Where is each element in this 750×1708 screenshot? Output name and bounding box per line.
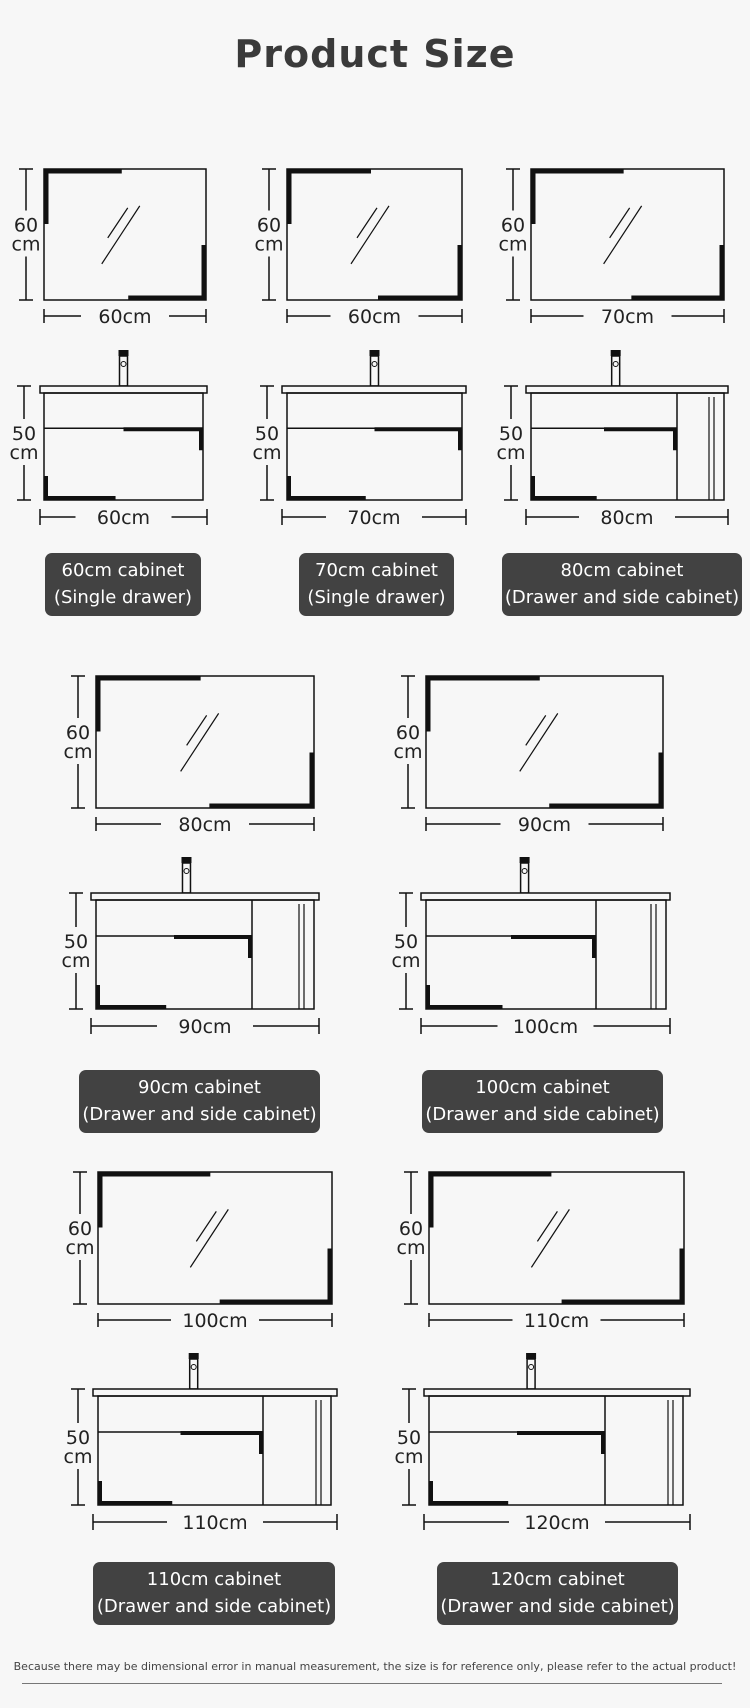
cabinet-width-value: 80cm xyxy=(600,507,654,529)
cabinet-width-value: 70cm xyxy=(347,507,401,529)
mirror-width-value: 70cm xyxy=(600,306,655,328)
drawer-handle xyxy=(375,429,461,450)
product-label-size: 120cm cabinet xyxy=(490,1569,625,1590)
cabinet-height-unit: cm xyxy=(9,442,39,464)
product-label-size: 60cm cabinet xyxy=(61,560,185,581)
mirror-height-unit: cm xyxy=(498,233,528,256)
cabinet-body xyxy=(429,1396,683,1505)
mirror-corner-top-left xyxy=(533,171,624,224)
product-label-size: 110cm cabinet xyxy=(146,1569,282,1590)
mirror-frame xyxy=(96,676,314,808)
mirror-height-value: 60 xyxy=(67,1218,93,1240)
drawer-handle xyxy=(517,1433,603,1454)
mirror xyxy=(253,169,462,328)
product-label-type: (Drawer and side cabinet) xyxy=(504,587,740,608)
mirror-height-value: 60 xyxy=(256,214,282,237)
faucet xyxy=(527,1359,535,1389)
cabinet-body xyxy=(287,393,462,500)
countertop xyxy=(526,386,728,393)
cabinet-width-value: 90cm xyxy=(178,1016,232,1038)
mirror-reflection-line xyxy=(537,1211,557,1241)
product-label-size: 80cm cabinet xyxy=(560,560,684,581)
cabinet-corner xyxy=(428,985,503,1007)
countertop xyxy=(421,893,670,900)
mirror-width-value: 90cm xyxy=(517,814,572,836)
cabinet-height-value: 50 xyxy=(63,931,89,953)
countertop xyxy=(91,893,319,900)
mirror-reflection-line xyxy=(108,208,128,238)
drawer-handle xyxy=(604,429,675,450)
mirror-width-value: 60cm xyxy=(347,306,402,328)
faucet xyxy=(521,863,529,893)
mirror-reflection-line xyxy=(102,206,140,264)
mirror-frame xyxy=(98,1172,332,1304)
mirror-frame xyxy=(426,676,663,808)
mirror-reflection-line xyxy=(181,713,219,771)
cabinet-body xyxy=(96,900,314,1009)
cabinet-height-value: 50 xyxy=(254,423,280,445)
product-label-size: 70cm cabinet xyxy=(315,560,438,581)
cabinet-corner xyxy=(98,985,166,1007)
cabinet-width-value: 100cm xyxy=(512,1016,579,1038)
product-label xyxy=(299,553,454,616)
product-label-size: 100cm cabinet xyxy=(475,1077,610,1098)
mirror-corner-bottom-right xyxy=(209,753,312,806)
product-label xyxy=(79,1070,320,1133)
mirror-frame xyxy=(531,169,724,300)
product-5 xyxy=(390,676,670,1038)
cabinet-height-unit: cm xyxy=(394,1446,424,1468)
drawer-handle xyxy=(124,429,202,450)
mirror-reflection-line xyxy=(190,1209,228,1267)
cabinet xyxy=(251,350,466,529)
mirror-height-unit: cm xyxy=(65,1237,95,1259)
mirror-height-unit: cm xyxy=(393,741,423,763)
cabinet-corner xyxy=(46,476,116,498)
faucet xyxy=(190,1359,198,1389)
mirror-reflection-line xyxy=(610,208,630,238)
faucet-handle xyxy=(520,857,530,863)
mirror-height-value: 60 xyxy=(65,722,91,744)
mirror-reflection-line xyxy=(526,715,546,745)
mirror-corner-bottom-right xyxy=(378,245,460,298)
cabinet xyxy=(60,857,319,1038)
mirror-frame xyxy=(429,1172,684,1304)
mirror-height-unit: cm xyxy=(63,741,93,763)
mirror xyxy=(395,1172,684,1332)
mirror-corner-bottom-right xyxy=(549,753,661,806)
mirror xyxy=(64,1172,332,1332)
product-3 xyxy=(495,169,728,529)
product-label-type: (Drawer and side cabinet) xyxy=(96,1596,332,1617)
mirror-corner-bottom-right xyxy=(631,245,722,298)
mirror-height-value: 60 xyxy=(500,214,526,237)
mirror-corner-top-left xyxy=(431,1174,551,1227)
product-label xyxy=(422,1070,663,1133)
mirror-height-unit: cm xyxy=(254,233,284,256)
cabinet-body xyxy=(531,393,724,500)
cabinet-height-unit: cm xyxy=(391,950,421,972)
mirror-corner-bottom-right xyxy=(220,1249,330,1302)
cabinet-corner xyxy=(289,476,366,498)
drawer-handle xyxy=(174,937,250,958)
cabinet xyxy=(8,350,207,529)
mirror xyxy=(497,169,724,328)
cabinet-width-value: 120cm xyxy=(524,1512,590,1534)
cabinet-height-unit: cm xyxy=(252,442,282,464)
cabinet-width-value: 60cm xyxy=(96,507,151,529)
cabinet-body xyxy=(426,900,666,1009)
cabinet-height-value: 50 xyxy=(396,1427,422,1449)
product-label-type: (Drawer and side cabinet) xyxy=(425,1104,660,1125)
faucet xyxy=(612,356,620,386)
mirror-reflection-line xyxy=(187,715,207,745)
mirror-corner-top-left xyxy=(100,1174,210,1227)
product-label xyxy=(437,1562,678,1625)
cabinet-body xyxy=(44,393,203,500)
countertop xyxy=(93,1389,337,1396)
mirror-corner-bottom-right xyxy=(562,1249,682,1302)
cabinet-height-unit: cm xyxy=(63,1446,93,1468)
page-title: Product Size xyxy=(234,32,516,76)
mirror-width-value: 80cm xyxy=(178,814,232,836)
countertop xyxy=(282,386,466,393)
product-7 xyxy=(393,1172,690,1534)
mirror-height-value: 60 xyxy=(398,1218,424,1240)
mirror-reflection-line xyxy=(520,713,558,771)
mirror-width-value: 100cm xyxy=(182,1310,248,1332)
countertop xyxy=(40,386,207,393)
cabinet-corner xyxy=(533,476,597,498)
faucet-handle xyxy=(189,1353,199,1359)
product-6 xyxy=(62,1172,337,1534)
mirror-corner-top-left xyxy=(289,171,371,224)
cabinet-body xyxy=(98,1396,331,1505)
mirror-corner-bottom-right xyxy=(128,245,204,298)
product-label-type: (Drawer and side cabinet) xyxy=(440,1596,675,1617)
mirror-height-value: 60 xyxy=(13,214,39,237)
mirror-height-value: 60 xyxy=(395,722,421,744)
product-2 xyxy=(251,169,466,529)
cabinet-height-unit: cm xyxy=(496,442,526,464)
mirror-height-unit: cm xyxy=(11,233,41,256)
product-1 xyxy=(8,169,207,529)
cabinet-height-value: 50 xyxy=(393,931,419,953)
bottom-divider xyxy=(22,1683,722,1684)
mirror-corner-top-left xyxy=(98,678,201,731)
product-label xyxy=(45,553,201,616)
cabinet-height-value: 50 xyxy=(65,1427,91,1449)
drawer-handle xyxy=(181,1433,262,1454)
cabinet-width-value: 110cm xyxy=(182,1512,248,1534)
faucet xyxy=(182,863,190,893)
faucet xyxy=(371,356,379,386)
faucet-handle xyxy=(119,350,129,356)
cabinet-height-value: 50 xyxy=(11,423,37,445)
cabinet xyxy=(393,1353,690,1534)
mirror-frame xyxy=(44,169,206,300)
product-label xyxy=(93,1562,335,1625)
product-label-size: 90cm cabinet xyxy=(138,1077,261,1098)
mirror-reflection-line xyxy=(357,208,377,238)
mirror-width-value: 110cm xyxy=(523,1310,590,1332)
cabinet xyxy=(495,350,728,529)
drawer-handle xyxy=(511,937,594,958)
mirror-reflection-line xyxy=(604,206,642,264)
faucet-handle xyxy=(370,350,380,356)
faucet-handle xyxy=(526,1353,536,1359)
mirror-reflection-line xyxy=(196,1211,216,1241)
cabinet xyxy=(390,857,670,1038)
mirror-reflection-line xyxy=(351,206,389,264)
mirror xyxy=(62,676,314,836)
faucet-handle xyxy=(181,857,191,863)
mirror-width-value: 60cm xyxy=(98,306,152,328)
disclaimer-note: Because there may be dimensional error in manual measurement, the size is for reference only, please refer to the actual product! xyxy=(13,1660,737,1673)
product-label-type: (Single drawer) xyxy=(53,587,193,608)
mirror xyxy=(392,676,663,836)
mirror-corner-top-left xyxy=(46,171,122,224)
mirror-height-unit: cm xyxy=(396,1237,426,1259)
cabinet-corner xyxy=(431,1481,508,1503)
countertop xyxy=(424,1389,690,1396)
product-label xyxy=(502,553,742,616)
cabinet-height-unit: cm xyxy=(61,950,91,972)
mirror-reflection-line xyxy=(531,1209,569,1267)
cabinet-corner xyxy=(100,1481,172,1503)
faucet-handle xyxy=(611,350,621,356)
product-4 xyxy=(60,676,319,1038)
cabinet xyxy=(62,1353,337,1534)
mirror-frame xyxy=(287,169,462,300)
cabinet-height-value: 50 xyxy=(498,423,524,445)
faucet xyxy=(120,356,128,386)
product-label-type: (Drawer and side cabinet) xyxy=(82,1104,317,1125)
product-label-type: (Single drawer) xyxy=(307,587,446,608)
mirror xyxy=(10,169,206,328)
mirror-corner-top-left xyxy=(428,678,540,731)
